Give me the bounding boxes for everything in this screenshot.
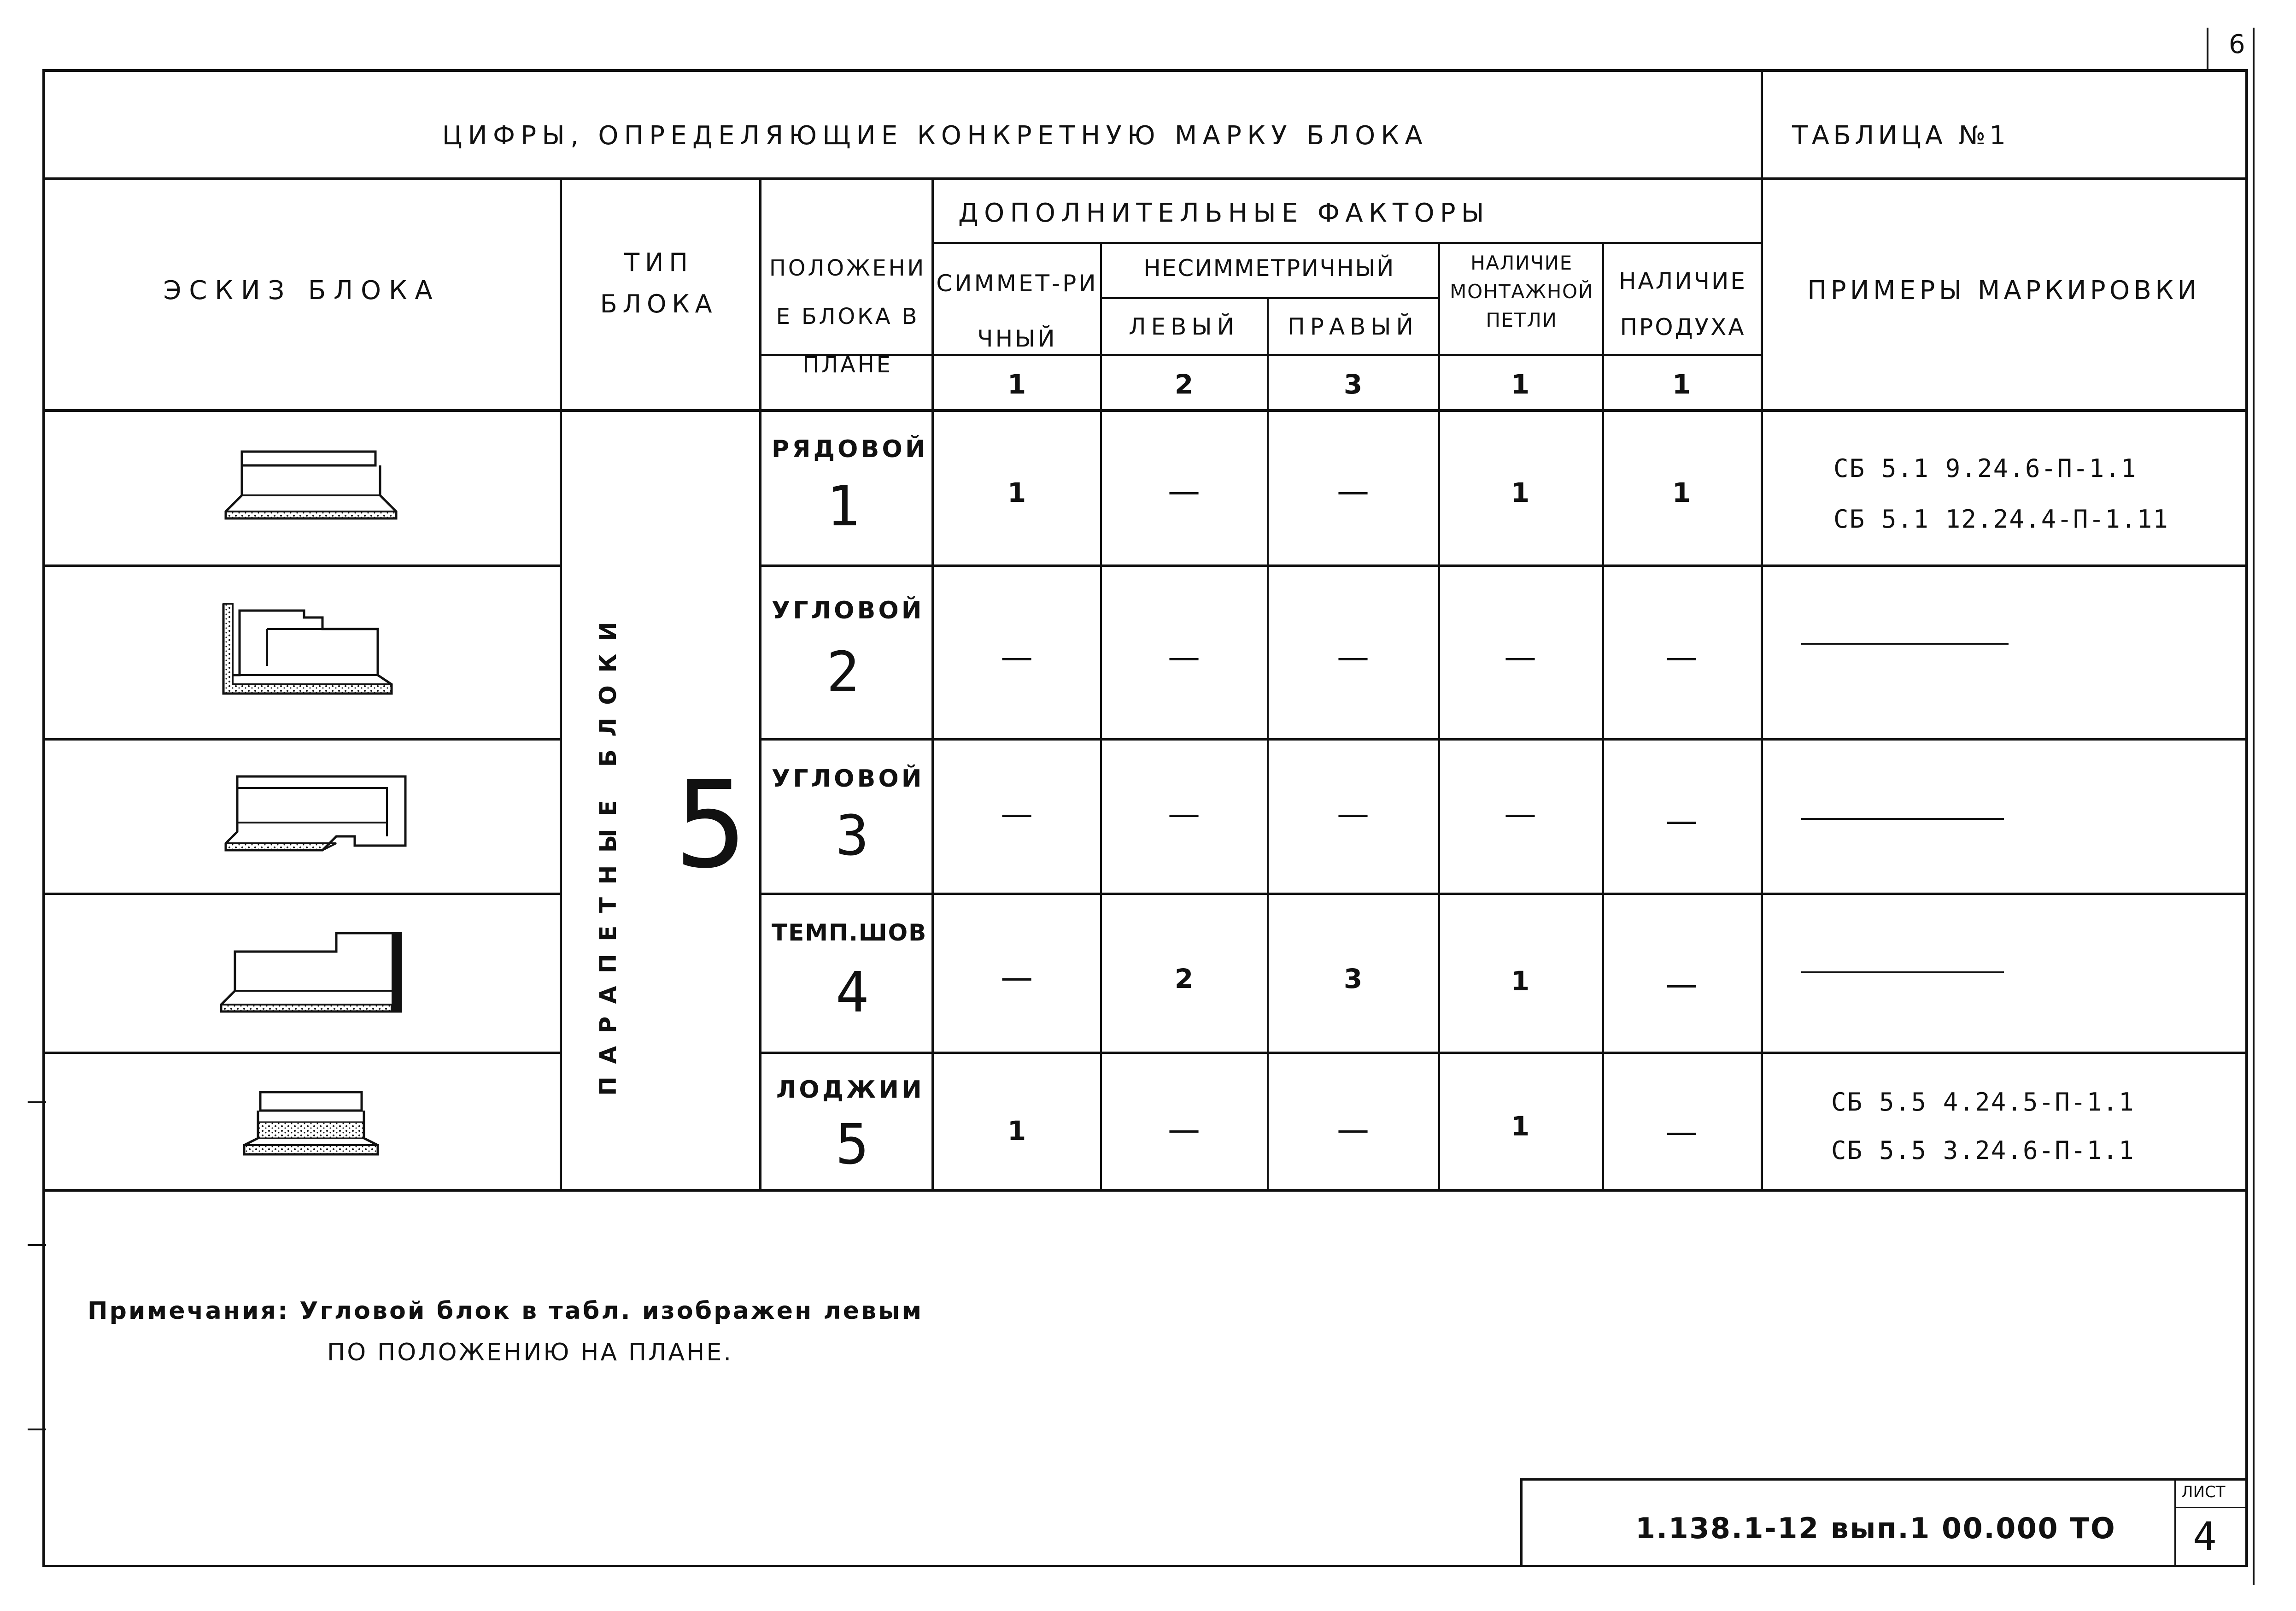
- frame-right: [2245, 69, 2248, 1567]
- row3-symmetric: —: [1001, 795, 1033, 833]
- header-loop: НАЛИЧИЕ МОНТАЖНОЙ ПЕТЛИ: [1450, 252, 1593, 331]
- titleblock-top: [1520, 1478, 2248, 1481]
- row4-left: 2: [1174, 963, 1194, 994]
- vline-col1: [1100, 242, 1102, 1191]
- header-additional-factors: ДОПОЛНИТЕЛЬНЫЕ ФАКТОРЫ: [958, 198, 1490, 228]
- row5-left: —: [1168, 1111, 1200, 1148]
- header-position: ПОЛОЖЕНИЕ БЛОКА В ПЛАНЕ: [769, 255, 926, 378]
- row1-right: —: [1337, 472, 1369, 510]
- hline-row3-b: [760, 893, 2248, 895]
- sketch-block-3: [221, 767, 410, 855]
- row4-right: 3: [1343, 963, 1363, 994]
- hline-row2-a: [42, 738, 561, 741]
- hline-factors: [933, 242, 1762, 244]
- row2-example-dash: [1801, 643, 2009, 645]
- row4-loop: 1: [1511, 965, 1530, 997]
- row3-example-dash: [1801, 818, 2004, 820]
- row5-example-2: СБ 5.5 3.24.6-П-1.1: [1831, 1136, 2135, 1165]
- header-left: ЛЕВЫЙ: [1128, 313, 1240, 340]
- hline-title: [42, 177, 2248, 180]
- hline-row1-a: [42, 564, 561, 567]
- vline-col2: [1267, 297, 1269, 1191]
- hline-header-bottom: [42, 409, 2248, 412]
- row1-position-number: 1: [826, 475, 860, 539]
- row5-symmetric: 1: [1007, 1115, 1026, 1147]
- notes-line-2: ПО ПОЛОЖЕНИЮ НА ПЛАНЕ.: [327, 1339, 733, 1366]
- row1-position: РЯДОВОЙ: [772, 435, 928, 463]
- header-right: ПРАВЫЙ: [1288, 313, 1418, 340]
- hline-row4-a: [42, 1052, 561, 1054]
- drawing-code: 1.138.1-12 вып.1 00.000 ТО: [1635, 1511, 2116, 1545]
- table-label: ТАБЛИЦА №1: [1792, 121, 2010, 151]
- row1-left: —: [1168, 472, 1200, 510]
- header-sketch: ЭСКИЗ БЛОКА: [163, 276, 440, 306]
- row4-vent: —: [1665, 965, 1698, 1003]
- row3-vent: —: [1665, 802, 1698, 840]
- row5-position-number: 5: [835, 1113, 869, 1177]
- row4-position: ТЕМП.ШОВ: [772, 919, 927, 946]
- row3-loop: —: [1504, 795, 1536, 833]
- header-type: ТИП БЛОКА: [600, 248, 718, 318]
- row2-position: УГЛОВОЙ: [772, 597, 925, 624]
- row1-example-1: СБ 5.1 9.24.6-П-1.1: [1833, 454, 2137, 483]
- sheet-edge-right: [2253, 28, 2255, 1585]
- sheet-number: 4: [2193, 1514, 2217, 1560]
- titleblock-sheet-hline: [2174, 1507, 2248, 1508]
- hline-asym: [1101, 297, 1440, 299]
- margin-tick: [28, 1101, 46, 1103]
- index-loop: 1: [1511, 369, 1530, 400]
- hline-row2-b: [760, 738, 2248, 741]
- row4-example-dash: [1801, 971, 2004, 973]
- sketch-block-2: [221, 601, 396, 698]
- vline-col3: [1438, 242, 1440, 1191]
- notes-line-1: Примечания: Угловой блок в табл. изображен левым: [88, 1297, 924, 1325]
- row2-left: —: [1168, 638, 1200, 676]
- hline-row4-b: [760, 1052, 2248, 1054]
- row2-position-number: 2: [826, 641, 860, 705]
- row4-symmetric: —: [1001, 958, 1033, 996]
- row1-vent: 1: [1672, 477, 1691, 508]
- row1-example-2: СБ 5.1 12.24.4-П-1.11: [1833, 505, 2169, 534]
- sketch-block-5: [235, 1088, 387, 1161]
- row5-right: —: [1337, 1111, 1369, 1148]
- row1-symmetric: 1: [1007, 477, 1026, 508]
- vline-col4: [1602, 242, 1604, 1191]
- hline-row1-b: [760, 564, 2248, 567]
- hline-row3-a: [42, 893, 561, 895]
- row5-position: ЛОДЖИИ: [776, 1076, 925, 1104]
- margin-tick: [28, 1244, 46, 1246]
- margin-tick: [28, 1429, 46, 1430]
- row2-vent: —: [1665, 638, 1698, 676]
- row2-symmetric: —: [1001, 638, 1033, 676]
- header-symmetric: СИММЕТ-РИЧНЫЙ: [936, 270, 1098, 352]
- index-vent: 1: [1672, 369, 1691, 400]
- sketch-block-1: [221, 449, 401, 523]
- sheet-number-top: 6: [2229, 29, 2245, 59]
- block-type-label: ПАРАПЕТНЫЕ БЛОКИ: [595, 609, 621, 1096]
- header-examples: ПРИМЕРЫ МАРКИРОВКИ: [1807, 276, 2201, 306]
- row2-loop: —: [1504, 638, 1536, 676]
- row3-position: УГЛОВОЙ: [772, 765, 925, 793]
- row3-position-number: 3: [835, 804, 869, 868]
- block-type-number: 5: [675, 756, 747, 895]
- header-asymmetric: НЕСИММЕТРИЧНЫЙ: [1143, 255, 1395, 282]
- row4-position-number: 4: [835, 961, 869, 1025]
- row2-right: —: [1337, 638, 1369, 676]
- vline-sketch: [560, 177, 562, 1191]
- row3-right: —: [1337, 795, 1369, 833]
- frame-bottom: [42, 1565, 2248, 1567]
- header-vent: НАЛИЧИЕ ПРОДУХА: [1618, 268, 1747, 341]
- hline-table-bottom: [42, 1189, 2248, 1192]
- titleblock-sheet-left: [2174, 1478, 2176, 1566]
- sheet-box-left: [2207, 28, 2208, 69]
- frame-left: [42, 69, 45, 1567]
- index-left: 2: [1174, 369, 1194, 400]
- row5-vent: —: [1665, 1113, 1698, 1151]
- index-symmetric: 1: [1007, 369, 1026, 400]
- row3-left: —: [1168, 795, 1200, 833]
- index-right: 3: [1343, 369, 1363, 400]
- titleblock-left: [1520, 1478, 1523, 1566]
- vline-type: [759, 177, 761, 1191]
- frame-top: [42, 69, 2248, 72]
- row1-loop: 1: [1511, 477, 1530, 508]
- sheet-label: ЛИСТ: [2181, 1483, 2226, 1501]
- row5-loop: 1: [1511, 1111, 1530, 1142]
- row5-example-1: СБ 5.5 4.24.5-П-1.1: [1831, 1088, 2135, 1117]
- sketch-block-4: [217, 924, 410, 1016]
- vline-examples: [1761, 69, 1763, 1191]
- table-title: ЦИФРЫ, ОПРЕДЕЛЯЮЩИЕ КОНКРЕТНУЮ МАРКУ БЛОКА: [442, 121, 1429, 151]
